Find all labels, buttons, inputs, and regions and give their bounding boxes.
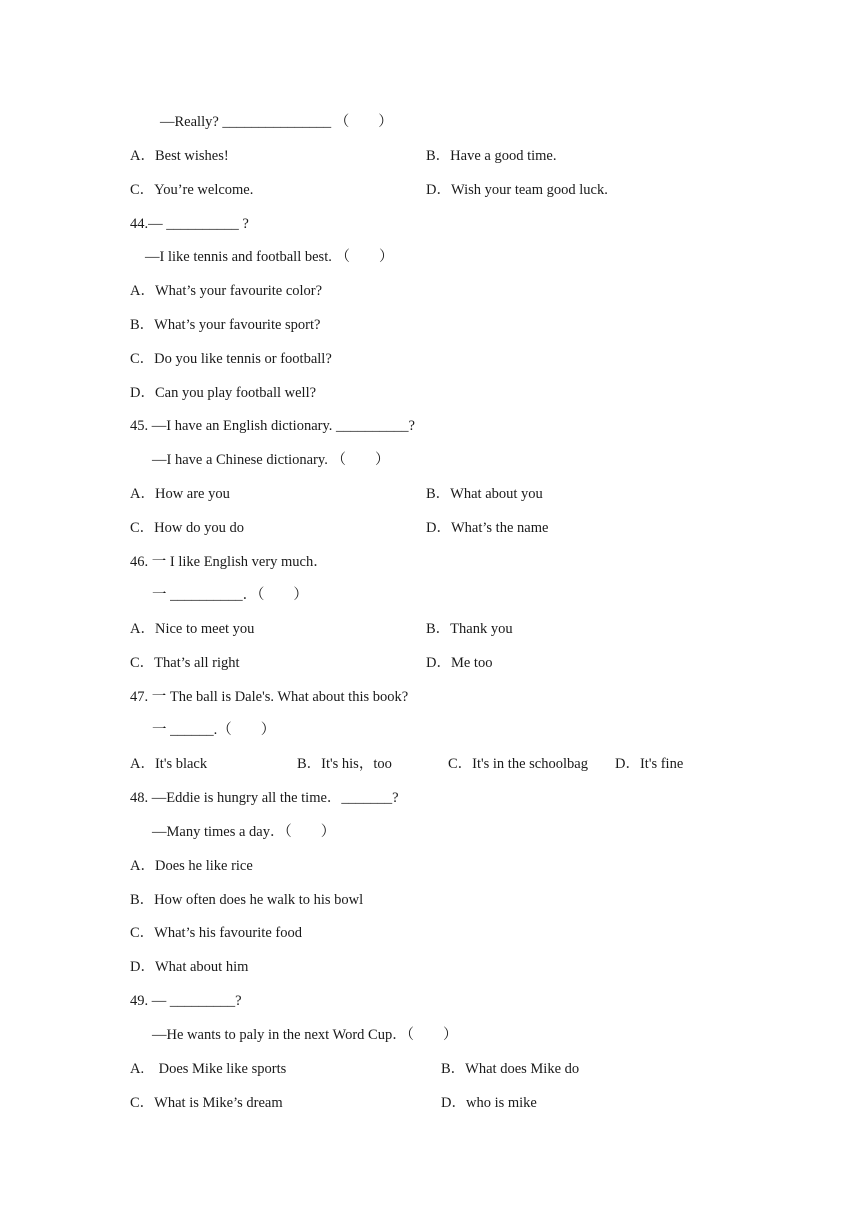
- option-d: D．What’s the name: [426, 520, 549, 536]
- dialogue-line: —I like tennis and football best. （ ）: [145, 249, 394, 265]
- question-stem: 47. 一 The ball is Dale's. What about this book?: [130, 689, 409, 705]
- question-stem: 48. —Eddie is hungry all the time．_______?: [130, 790, 399, 806]
- question-stem: 45. —I have an English dictionary. __________?: [130, 418, 415, 434]
- option-d: D．Wish your team good luck.: [426, 182, 608, 198]
- dialogue-line: —Really? _______________ （ ）: [160, 114, 393, 130]
- option-a: A．What’s your favourite color?: [130, 283, 323, 299]
- option-a: A. Does Mike like sports: [130, 1061, 287, 1077]
- option-c: C．It's in the schoolbag: [448, 756, 588, 772]
- option-c: C．What’s his favourite food: [130, 925, 302, 941]
- question-stem: 44.— __________ ?: [130, 216, 249, 232]
- option-c: C．How do you do: [130, 520, 244, 536]
- option-d: D．It's fine: [615, 756, 684, 772]
- option-c: C．What is Mike’s dream: [130, 1095, 283, 1111]
- option-a: A．Does he like rice: [130, 858, 253, 874]
- option-d: D．who is mike: [441, 1095, 537, 1111]
- question-stem: 46. 一 I like English very much．: [130, 554, 328, 570]
- option-c: C．That’s all right: [130, 655, 240, 671]
- option-c: C．You’re welcome.: [130, 182, 254, 198]
- dialogue-line: —He wants to paly in the next Word Cup．（ ）: [152, 1027, 458, 1043]
- dialogue-line: 一 __________．（ ）: [152, 587, 308, 603]
- dialogue-line: —Many times a day．（ ）: [152, 824, 336, 840]
- question-stem: 49. — _________?: [130, 993, 242, 1009]
- option-b: B．What about you: [426, 486, 543, 502]
- option-b: B．How often does he walk to his bowl: [130, 892, 364, 908]
- option-d: D．What about him: [130, 959, 249, 975]
- option-a: A．Best wishes!: [130, 148, 229, 164]
- option-b: B．Thank you: [426, 621, 513, 637]
- option-c: C．Do you like tennis or football?: [130, 351, 332, 367]
- option-b: B．What does Mike do: [441, 1061, 580, 1077]
- dialogue-line: —I have a Chinese dictionary. （ ）: [152, 452, 390, 468]
- option-b: B．It's his，too: [297, 756, 392, 772]
- option-d: D．Can you play football well?: [130, 385, 317, 401]
- option-d: D．Me too: [426, 655, 493, 671]
- dialogue-line: 一 ______.（ ）: [152, 722, 276, 738]
- option-a: A．Nice to meet you: [130, 621, 255, 637]
- option-b: B．Have a good time.: [426, 148, 557, 164]
- option-b: B．What’s your favourite sport?: [130, 317, 321, 333]
- option-a: A．It's black: [130, 756, 208, 772]
- option-a: A．How are you: [130, 486, 230, 502]
